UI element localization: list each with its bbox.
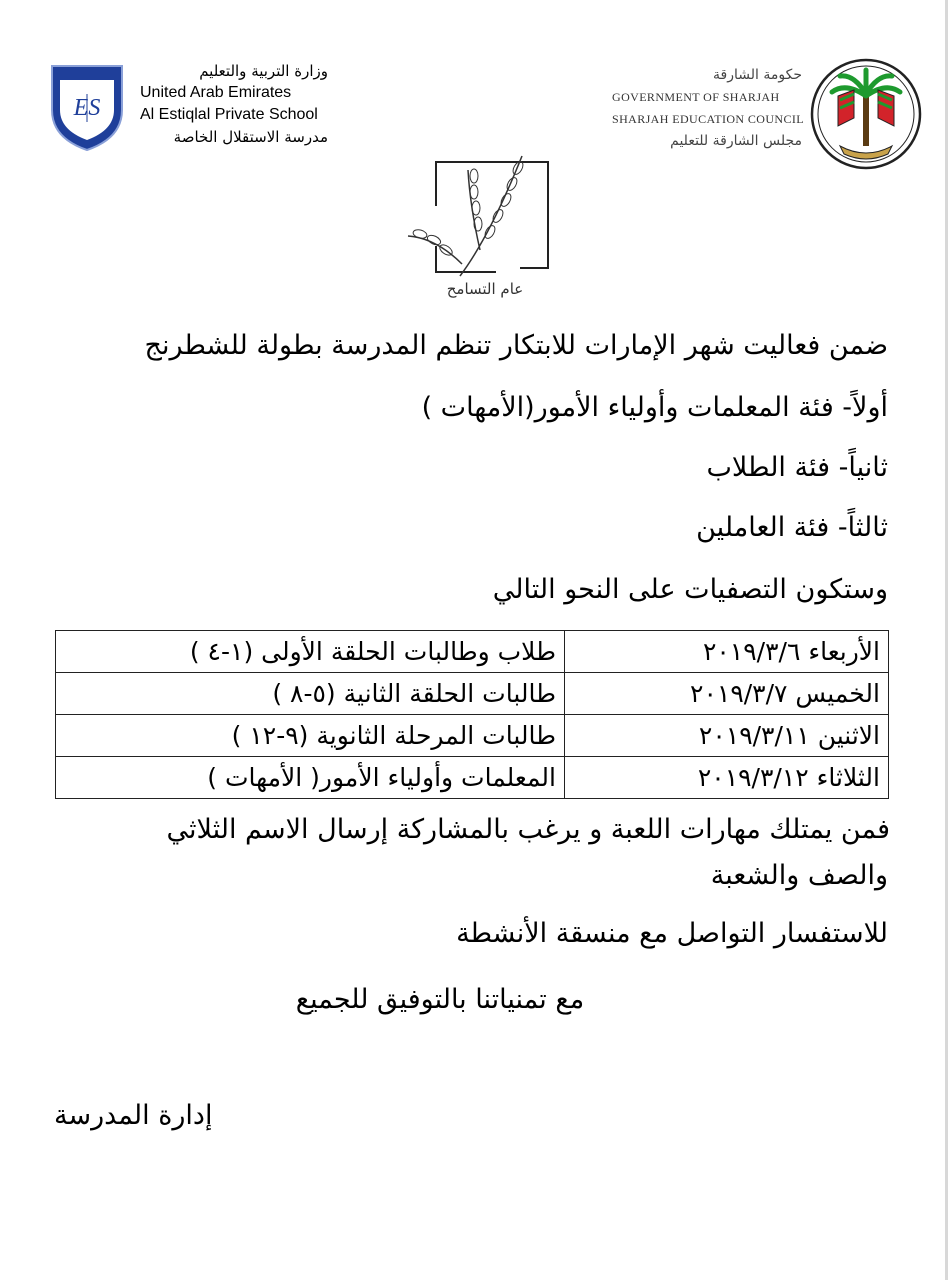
- wishes-line: مع تمنياتنا بالتوفيق للجميع: [295, 984, 585, 1015]
- svg-text:ES: ES: [73, 95, 101, 121]
- category-3: ثالثاً- فئة العاملين: [696, 512, 888, 543]
- government-name-ar: حكومة الشارقة: [713, 67, 802, 83]
- category-2: ثانياً- فئة الطلاب: [706, 452, 888, 483]
- government-name-en: GOVERNMENT OF SHARJAH: [612, 90, 780, 104]
- category-1: أولاً- فئة المعلمات وأولياء الأمور(الأمهات ): [421, 392, 888, 423]
- table-row: [56, 673, 889, 715]
- schedule-group: طلاب وطالبات الحلقة الأولى (١-٤ ): [56, 631, 565, 673]
- signature: إدارة المدرسة: [54, 1100, 213, 1131]
- school-crest-icon: [48, 60, 126, 152]
- ministry-name-ar: وزارة التربية والتعليم: [199, 62, 328, 80]
- inquiry-line: للاستفسار التواصل مع منسقة الأنشطة: [456, 918, 888, 949]
- schedule-group: طالبات الحلقة الثانية (٥-٨ ): [56, 673, 565, 715]
- table-row: [56, 715, 889, 757]
- participation-line-2: والصف والشعبة: [710, 860, 888, 891]
- table-row: [56, 757, 889, 799]
- schedule-date: الاثنين ٢٠١٩/٣/١١: [565, 715, 889, 757]
- country-name-en: United Arab Emirates: [140, 84, 292, 101]
- tolerance-caption: عام التسامح: [446, 280, 524, 298]
- schedule-group: طالبات المرحلة الثانوية (٩-١٢ ): [56, 715, 565, 757]
- schedule-intro: وستكون التصفيات على النحو التالي: [492, 574, 888, 605]
- schedule-group: المعلمات وأولياء الأمور( الأمهات ): [56, 757, 565, 799]
- schedule-date: الثلاثاء ٢٠١٩/٣/١٢: [565, 757, 889, 799]
- school-name-ar: مدرسة الاستقلال الخاصة: [173, 128, 328, 146]
- council-name-en: SHARJAH EDUCATION COUNCIL: [612, 112, 805, 126]
- schedule-date: الخميس ٢٠١٩/٣/٧: [565, 673, 889, 715]
- schedule-table: [55, 630, 889, 799]
- school-name-en: Al Estiqlal Private School: [140, 106, 318, 123]
- table-row: [56, 631, 889, 673]
- participation-line-1: فمن يمتلك مهارات اللعبة و يرغب بالمشاركة إرسال الاسم الثلاثي: [166, 814, 890, 845]
- sharjah-emblem-icon: [810, 56, 922, 174]
- council-name-ar: مجلس الشارقة للتعليم: [670, 133, 802, 149]
- schedule-date: الأربعاء ٢٠١٩/٣/٦: [565, 631, 889, 673]
- intro-line: ضمن فعاليت شهر الإمارات للابتكار تنظم المدرسة بطولة للشطرنج: [144, 330, 888, 361]
